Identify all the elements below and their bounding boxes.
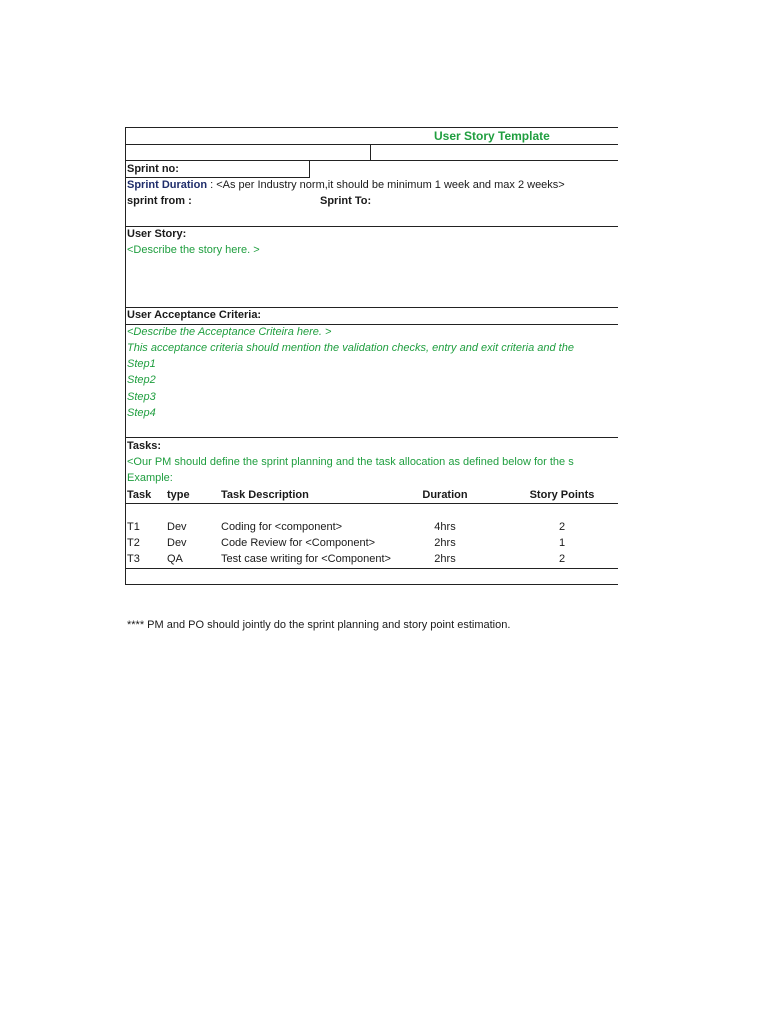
rule-task-rows-bottom [125,568,618,569]
task-id: T2 [127,537,140,549]
tasks-example-label: Example: [127,472,173,484]
tasks-note: <Our PM should define the sprint planning and the task allocation as defined below for the s [127,456,574,468]
acceptance-step: Step1 [127,358,156,370]
sprint-duration-text: : <As per Industry norm,it should be minimum 1 week and max 2 weeks> [207,179,565,191]
acceptance-step: Step3 [127,391,156,403]
task-description: Test case writing for <Component> [221,553,391,565]
page-title: User Story Template [434,129,550,143]
rule-top [125,127,618,128]
user-story-label: User Story: [127,228,187,240]
tasks-label: Tasks: [127,440,162,452]
sprint-duration-label: Sprint Duration [127,179,208,191]
task-type: QA [167,553,183,565]
col-header-story-points: Story Points [529,489,595,501]
task-story-points: 2 [558,553,566,565]
task-id: T3 [127,553,140,565]
rule-sprint-header-a [125,160,618,161]
acceptance-note: This acceptance criteria should mention the validation checks, entry and exit criteria and the [127,342,574,354]
footer-note: **** PM and PO should jointly do the sprint planning and story point estimation. [127,619,511,631]
task-duration: 2hrs [434,537,456,549]
task-type: Dev [167,521,187,533]
acceptance-label: User Acceptance Criteria: [127,309,262,321]
rule-acceptance-bottom [125,437,618,438]
divider-b [309,160,310,177]
acceptance-step: Step2 [127,374,156,386]
col-header-type: type [167,489,190,501]
task-duration: 4hrs [434,521,456,533]
col-header-task: Task [127,489,152,501]
rule-title-bottom [125,144,618,145]
sprint-to-label: Sprint To: [320,195,372,207]
task-story-points: 2 [558,521,566,533]
task-type: Dev [167,537,187,549]
rule-sprint-bottom [125,226,618,227]
task-duration: 2hrs [434,553,456,565]
task-description: Coding for <component> [221,521,343,533]
left-border [125,127,126,584]
acceptance-placeholder: <Describe the Acceptance Criteira here. > [127,326,332,338]
sprint-no-label: Sprint no: [127,163,179,175]
user-story-placeholder: <Describe the story here. > [127,244,260,256]
col-header-description: Task Description [221,489,309,501]
task-description: Code Review for <Component> [221,537,376,549]
sprint-duration-row [127,178,565,193]
acceptance-step: Step4 [127,407,156,419]
sprint-from-label: sprint from : [127,195,192,207]
task-story-points: 1 [558,537,566,549]
divider-a [370,144,371,160]
task-id: T1 [127,521,140,533]
rule-task-header-bottom [125,503,618,504]
col-header-duration: Duration [422,489,468,501]
rule-bottom [125,584,618,585]
